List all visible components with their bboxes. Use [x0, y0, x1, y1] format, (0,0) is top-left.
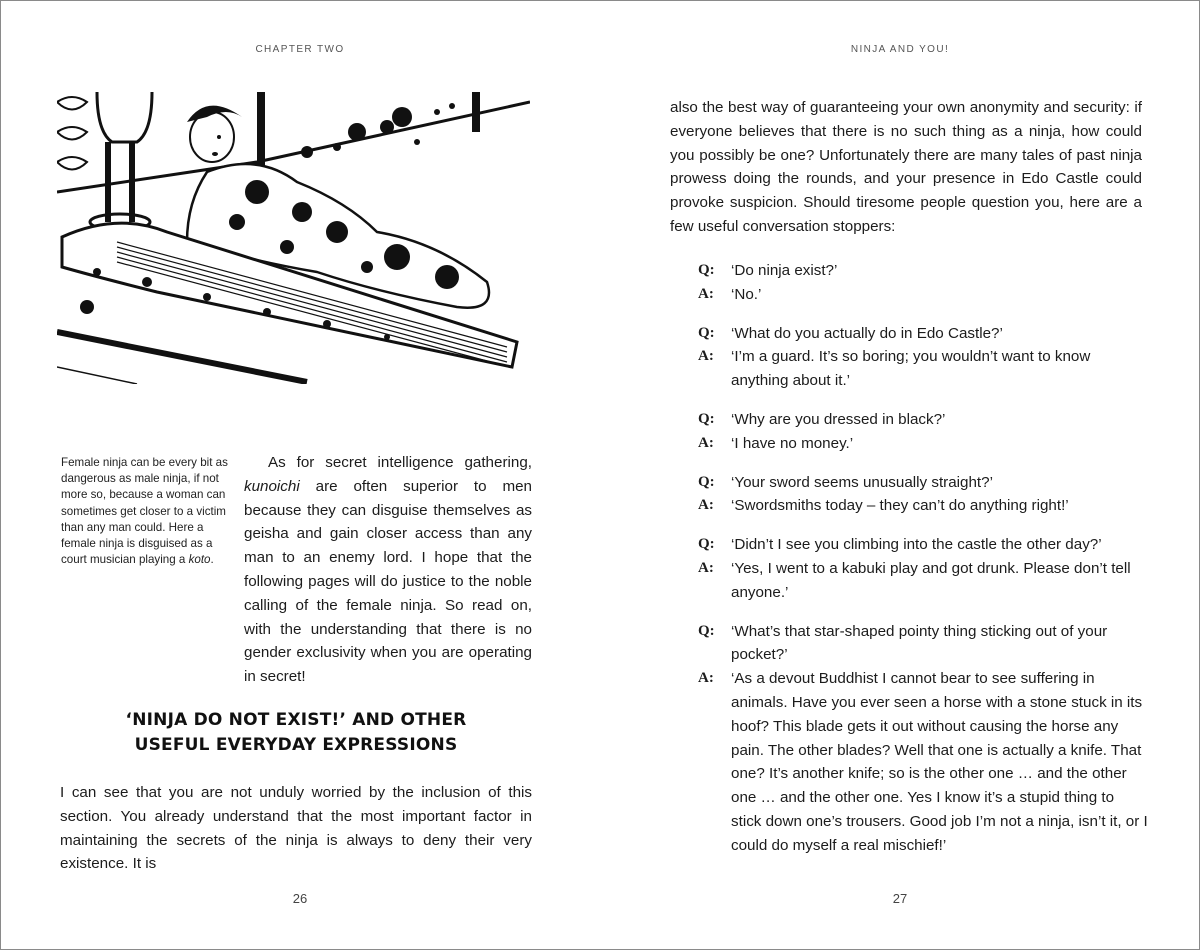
answer-label: A:: [698, 348, 714, 365]
question-text: ‘Didn’t I see you climbing into the castle the other day?’: [731, 536, 1102, 554]
qa-item: [698, 471, 1148, 519]
question-label: Q:: [698, 410, 715, 427]
answer-text: ‘Swordsmiths today – they can’t do anything right!’: [731, 497, 1069, 515]
qa-item: [698, 533, 1148, 604]
answer-text: ‘As a devout Buddhist I cannot bear to see suffering in animals. Have you ever seen a horse with a stone stuck in its hoof? This blade gets it out without causing the horse any pain. The other blades? Well that one is actually a knife. That one? It’s another knife; so is the other one … and the other one … and the other one. Yes I know it’s a stupid thing to stick down one’s trousers. Good job I’m not a ninja, isn’t it, or I could do myself a real mischief!’: [731, 670, 1148, 854]
page-number-left: 26: [292, 891, 308, 906]
answer-text: ‘I have no money.’: [731, 434, 854, 452]
question-label: Q:: [698, 262, 715, 278]
question-label: Q:: [698, 473, 715, 490]
running-head-right: NINJA AND YOU!: [850, 44, 950, 55]
answer-label: A:: [698, 670, 714, 687]
answer-text: ‘No.’: [731, 285, 762, 303]
answer-label: A:: [698, 285, 714, 302]
question-label: Q:: [698, 536, 715, 553]
right-page: [600, 0, 1200, 950]
koto-player-illustration: [57, 92, 530, 384]
answer-label: A:: [698, 559, 714, 576]
continuation-paragraph: also the best way of guaranteeing your own anonymity and security: if everyone believes that there is no such thing as a ninja, how could you possibly be one? Unfortunately there are many tales of past ninja prowess doing the rounds, and your presence in Edo Castle could provoke suspicion. Should tiresome people question you, here are a few useful conversation stoppers:: [670, 99, 1142, 235]
question-text: ‘What do you actually do in Edo Castle?’: [731, 324, 1003, 342]
answer-label: A:: [698, 434, 714, 451]
qa-item: [698, 408, 1148, 456]
qa-item: [698, 620, 1148, 858]
answer-text: ‘I’m a guard. It’s so boring; you wouldn’t want to know anything about it.’: [731, 348, 1091, 390]
answer-text: ‘Yes, I went to a kabuki play and got drunk. Please don’t tell anyone.’: [731, 559, 1131, 601]
qa-item: [698, 322, 1148, 393]
section-paragraph: I can see that you are not unduly worried by the inclusion of this section. You already understand that the most important factor in maintaining the secrets of the ninja is always to deny their very existence. It is: [60, 784, 532, 873]
question-text: ‘Do ninja exist?’: [731, 262, 838, 279]
section-heading: ‘NINJA DO NOT EXIST!’ AND OTHER USEFUL EVERYDAY EXPRESSIONS: [125, 710, 467, 755]
qa-list: [698, 259, 1148, 873]
page-number-right: 27: [892, 891, 908, 906]
question-text: ‘Why are you dressed in black?’: [731, 410, 946, 428]
kunoichi-term: kunoichi: [244, 477, 300, 495]
question-text: ‘What’s that star-shaped pointy thing sticking out of your pocket?’: [731, 622, 1108, 664]
running-head-left: CHAPTER TWO: [255, 44, 345, 55]
question-label: Q:: [698, 324, 715, 341]
illustration-caption: Female ninja can be every bit as dangerous as male ninja, if not more so, because a woman can sometimes get closer to a victim than any man could. Here a female ninja is disguised as a court musician playing a koto.: [61, 456, 228, 567]
question-label: Q:: [698, 622, 715, 639]
intro-paragraph: As for secret intelligence gathering, kunoichi are often superior to men because they can disguise themselves as geisha and gain closer access than any man to an enemy lord. I hope that the following pages will do justice to the noble calling of the female ninja. So read on, with the understanding that there is no gender exclusivity when you are operating in secret!: [244, 454, 532, 686]
question-text: ‘Your sword seems unusually straight?’: [731, 473, 993, 491]
answer-label: A:: [698, 497, 714, 514]
caption-italic-term: koto: [188, 553, 211, 567]
qa-item: [698, 259, 1148, 307]
